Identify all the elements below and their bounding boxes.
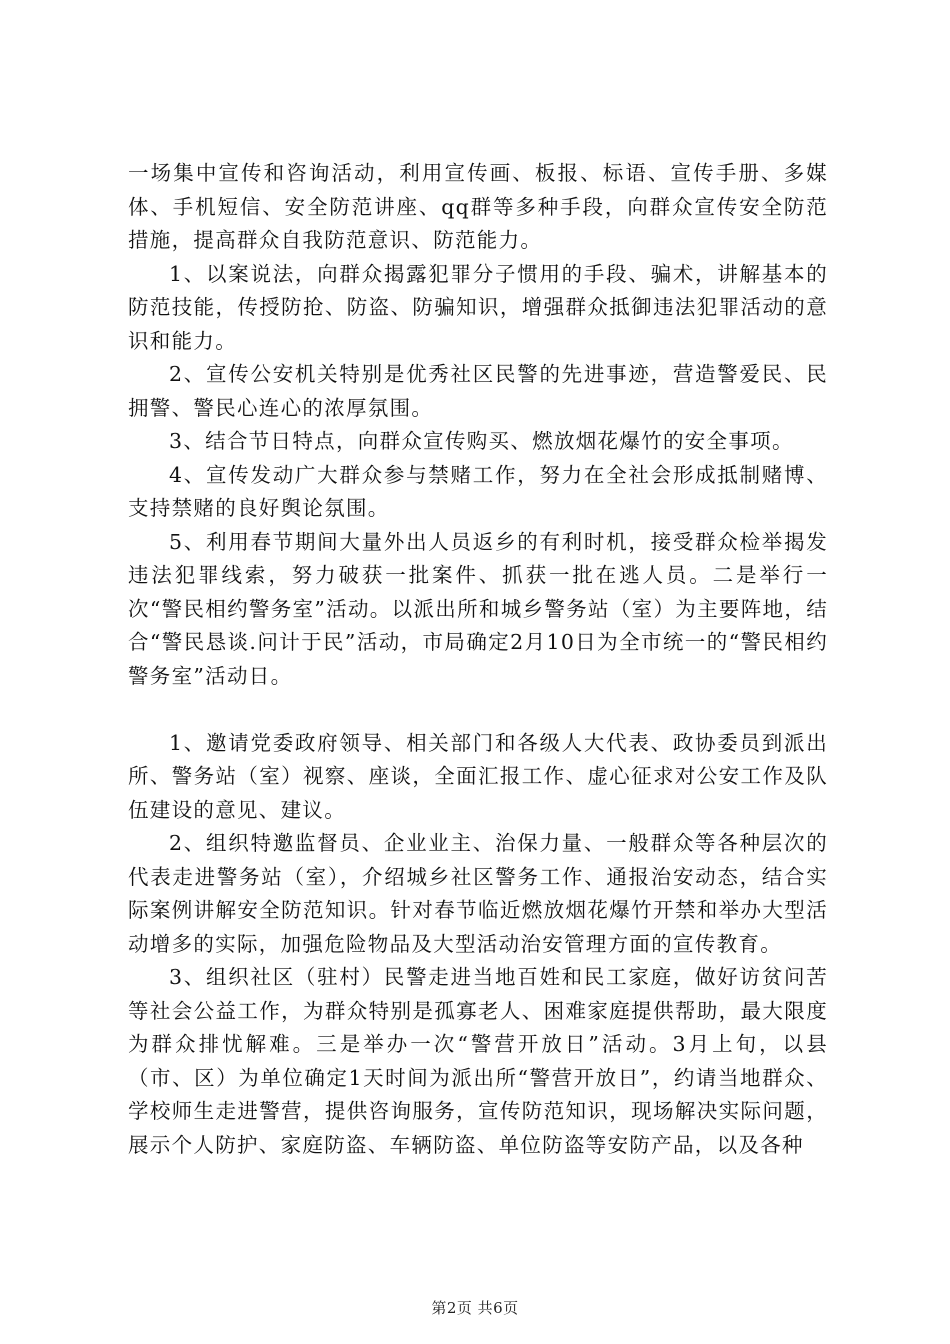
paragraph-item-1-second-list: 1、邀请党委政府领导、相关部门和各级人大代表、政协委员到派出所、警务站（室）视察、座谈，全面汇报工作、虚心征求对公安工作及队伍建设的意见、建议。 (128, 730, 828, 822)
paragraph-spacer (128, 693, 828, 727)
paragraph-item-2-second-list: 2、组织特邀监督员、企业业主、治保力量、一般群众等各种层次的代表走进警务站（室），介绍城乡社区警务工作、通报治安动态，结合实际案例讲解安全防范知识。针对春节临近燃放烟花爆竹开禁和举办大型活动增多的实际，加强危险物品及大型活动治安管理方面的宣传教育。 (128, 831, 828, 956)
paragraph-item-3-second-list: 3、组织社区（驻村）民警走进当地百姓和民工家庭，做好访贫问苦等社会公益工作，为群众特别是孤寡老人、困难家庭提供帮助，最大限度为群众排忧解难。三是举办一次“警营开放日”活动。3月上旬，以县（市、区）为单位确定1天时间为派出所“警营开放日”，约请当地群众、学校师生走进警营，提供咨询服务，宣传防范知识，现场解决实际问题，展示个人防护、家庭防盗、车辆防盗、单位防盗等安防产品，以及各种 (128, 965, 828, 1157)
paragraph-item-1: 1、以案说法，向群众揭露犯罪分子惯用的手段、骗术，讲解基本的防范技能，传授防抢、防盗、防骗知识，增强群众抵御违法犯罪活动的意识和能力。 (128, 261, 828, 353)
document-body (128, 157, 828, 1162)
paragraph-item-3: 3、结合节日特点，向群众宣传购买、燃放烟花爆竹的安全事项。 (169, 429, 794, 453)
page-footer: 第2页 共6页 (431, 1299, 519, 1317)
paragraph-item-4: 4、宣传发动广大群众参与禁赌工作，努力在全社会形成抵制赌博、支持禁赌的良好舆论氛围。 (128, 462, 828, 520)
paragraph-item-2: 2、宣传公安机关特别是优秀社区民警的先进事迹，营造警爱民、民拥警、警民心连心的浓厚氛围。 (128, 362, 828, 420)
paragraph-continuation: 一场集中宣传和咨询活动，利用宣传画、板报、标语、宣传手册、多媒体、手机短信、安全防范讲座、qq群等多种手段，向群众宣传安全防范措施，提高群众自我防范意识、防范能力。 (128, 161, 828, 252)
paragraph-item-5: 5、利用春节期间大量外出人员返乡的有利时机，接受群众检举揭发违法犯罪线索，努力破获一批案件、抓获一批在逃人员。二是举行一次“警民相约警务室”活动。以派出所和城乡警务站（室）为主要阵地，结合“警民恳谈.问计于民”活动，市局确定2月10日为全市统一的“警民相约警务室”活动日。 (128, 529, 828, 688)
